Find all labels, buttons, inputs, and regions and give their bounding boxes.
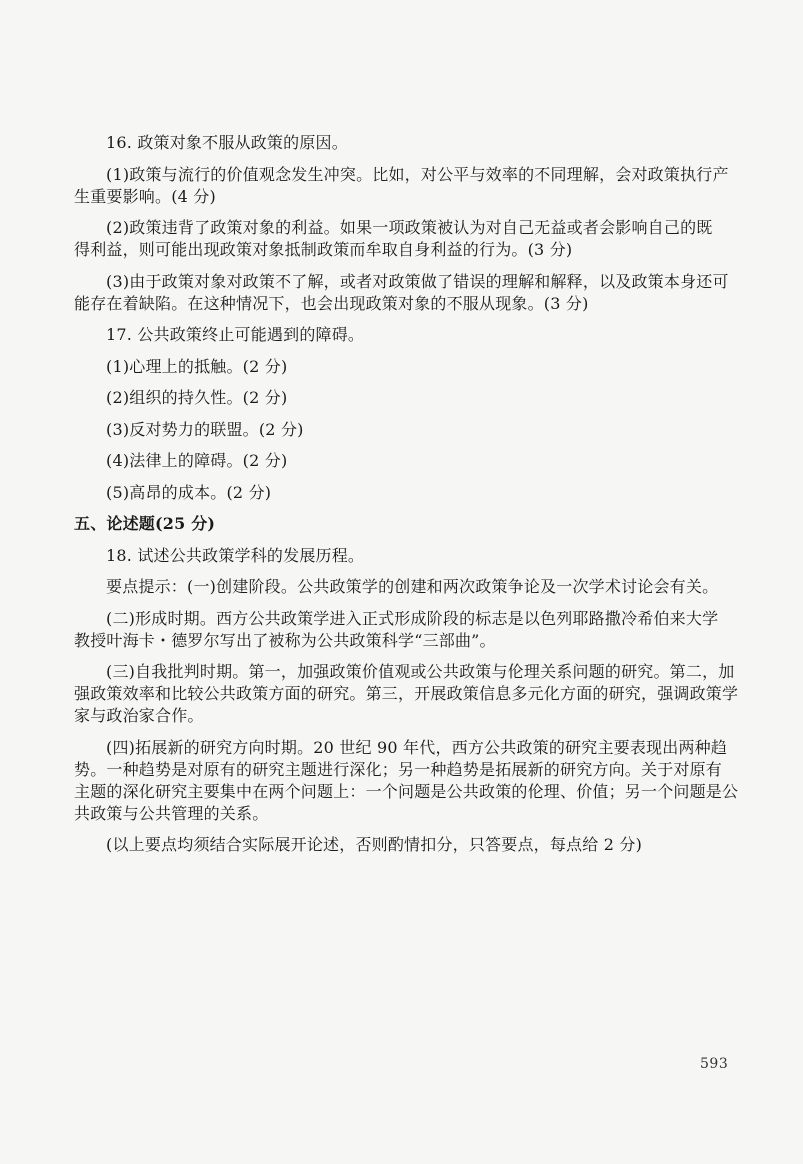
text-line: 得利益，则可能出现政策对象抵制政策而牟取自身利益的行为。(3 分)	[74, 240, 573, 259]
text-line: 教授叶海卡・德罗尔写出了被称为公共政策科学“三部曲”。	[74, 630, 496, 650]
text-line: 17. 公共政策终止可能遇到的障碍。	[106, 325, 365, 344]
paragraph	[74, 545, 734, 567]
section-heading	[74, 513, 734, 535]
text-line: (5)高昂的成本。(2 分)	[106, 482, 272, 502]
document-body	[74, 132, 739, 866]
text-line: 要点提示：(一)创建阶段。公共政策学的创建和两次政策争论及一次学术讨论会有关。	[106, 577, 719, 596]
text-line: 主题的深化研究主要集中在两个问题上：一个问题是公共政策的伦理、价值；另一个问题是公	[74, 781, 739, 801]
paragraph	[74, 356, 734, 378]
text-line: (三)自我批判时期。第一，加强政策价值观或公共政策与伦理关系问题的研究。第二，加	[106, 662, 735, 681]
paragraph	[74, 661, 739, 727]
text-line: (二)形成时期。西方公共政策学进入正式形成阶段的标志是以色列耶路撒冷希伯来大学	[106, 608, 719, 628]
paragraph	[74, 419, 734, 441]
text-line: 势。一种趋势是对原有的研究主题进行深化；另一种趋势是拓展新的研究方向。关于对原有	[74, 759, 723, 779]
paragraph	[74, 608, 734, 652]
paragraph	[74, 387, 734, 409]
text-line: (2)政策违背了政策对象的利益。如果一项政策被认为对自己无益或者会影响自己的既	[106, 218, 713, 237]
text-line: (2)组织的持久性。(2 分)	[106, 388, 288, 407]
text-line: (3)反对势力的联盟。(2 分)	[106, 419, 304, 439]
text-line: 生重要影响。(4 分)	[74, 186, 216, 206]
paragraph	[74, 132, 734, 154]
text-line: 五、论述题(25 分)	[74, 514, 216, 533]
paragraph	[74, 217, 734, 261]
paragraph	[74, 834, 734, 856]
text-line: (3)由于政策对象对政策不了解，或者对政策做了错误的理解和解释，以及政策本身还可	[106, 271, 729, 291]
text-line: (4)法律上的障碍。(2 分)	[106, 451, 288, 470]
text-line: (1)心理上的抵触。(2 分)	[106, 356, 288, 376]
paragraph	[74, 450, 734, 472]
text-line: 16. 政策对象不服从政策的原因。	[106, 133, 348, 152]
text-line: 强政策效率和比较公共政策方面的研究。第三，开展政策信息多元化方面的研究，强调政策学	[74, 684, 739, 703]
text-line: 18. 试述公共政策学科的发展历程。	[106, 545, 365, 565]
paragraph	[74, 271, 734, 315]
paragraph	[74, 164, 734, 208]
text-line: (以上要点均须结合实际展开论述，否则酌情扣分，只答要点，每点给 2 分)	[106, 835, 643, 854]
paragraph	[74, 576, 734, 598]
text-line: 家与政治家合作。	[74, 706, 204, 725]
page-number: 593	[700, 1056, 729, 1072]
text-line: 能存在着缺陷。在这种情况下，也会出现政策对象的不服从现象。(3 分)	[74, 293, 589, 313]
paragraph	[74, 482, 734, 504]
paragraph	[74, 737, 739, 825]
text-line: (1)政策与流行的价值观念发生冲突。比如，对公平与效率的不同理解，会对政策执行产	[106, 164, 729, 184]
text-line: 共政策与公共管理的关系。	[74, 803, 269, 823]
text-line: (四)拓展新的研究方向时期。20 世纪 90 年代，西方公共政策的研究主要表现出两种趋	[106, 737, 728, 757]
paragraph	[74, 324, 734, 346]
